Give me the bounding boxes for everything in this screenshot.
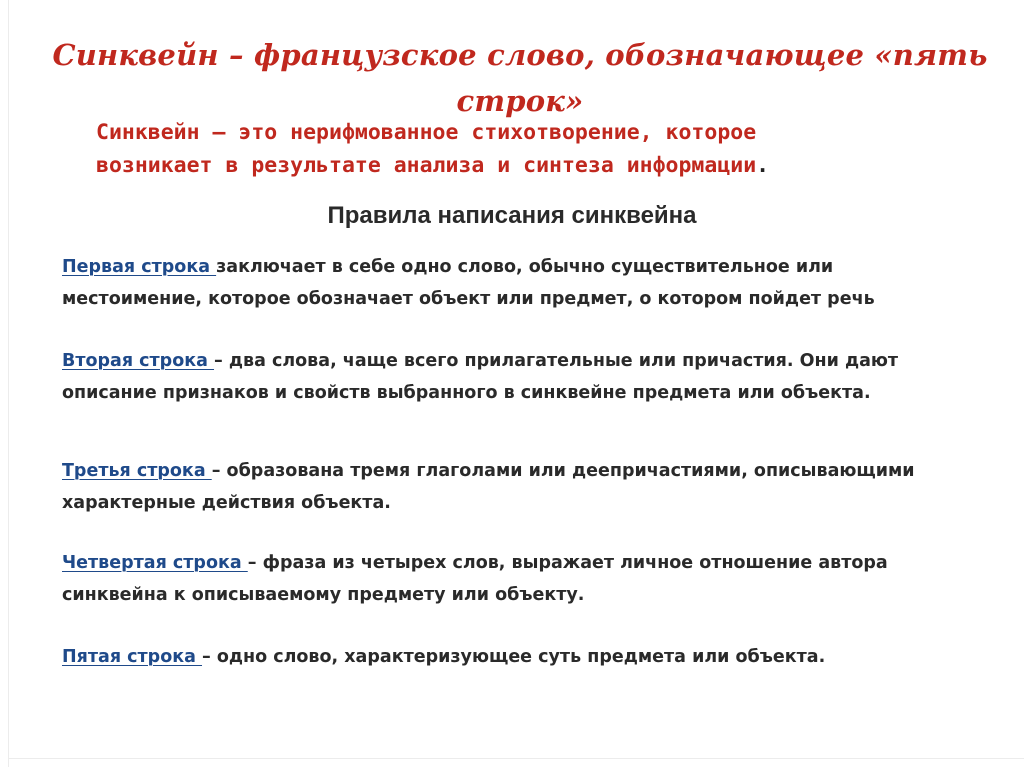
rule-label: Пятая строка (62, 647, 203, 667)
slide-title-line-1: Синквейн – французское слово, обозначающее «пять (52, 38, 988, 72)
rules-heading: Правила написания синквейна (327, 202, 697, 229)
rule-label: Первая строка (62, 257, 217, 277)
definition-text (96, 116, 916, 182)
slide-frame-left-line (8, 0, 9, 767)
rule-label: Вторая строка (62, 351, 215, 371)
rule-second-line (62, 345, 962, 409)
slide-frame-bottom-line (8, 758, 1024, 759)
rule-fifth-line (62, 641, 962, 673)
definition-line-2: возникает в результате анализа и синтеза информации (96, 153, 757, 178)
rule-text: – фраза из четырех слов, выражает личное отношение автора синквейна к описываемому предмету или объекту. (62, 553, 888, 605)
rule-label: Третья строка (62, 461, 212, 481)
rule-text: – одно слово, характеризующее суть предмета или объекта. (202, 647, 826, 667)
rule-third-line (62, 455, 962, 519)
slide-title (50, 32, 990, 124)
definition-line-1: Синквейн – это нерифмованное стихотворение, которое (96, 120, 757, 145)
rule-text: – образована тремя глаголами или деепричастиями, описывающими характерные действия объекта. (62, 461, 915, 513)
rule-label: Четвертая строка (62, 553, 248, 573)
slide-title-line-2: строк» (456, 84, 584, 118)
rule-first-line (62, 251, 962, 315)
rule-text: заключает в себе одно слово, обычно существительное или местоимение, которое обозначает объект или предмет, о котором пойдет речь (62, 257, 875, 309)
rule-text: – два слова, чаще всего прилагательные или причастия. Они дают описание признаков и свойств выбранного в синквейне предмета или объекта. (62, 351, 899, 403)
rule-fourth-line (62, 547, 962, 611)
definition-period: . (756, 153, 770, 178)
